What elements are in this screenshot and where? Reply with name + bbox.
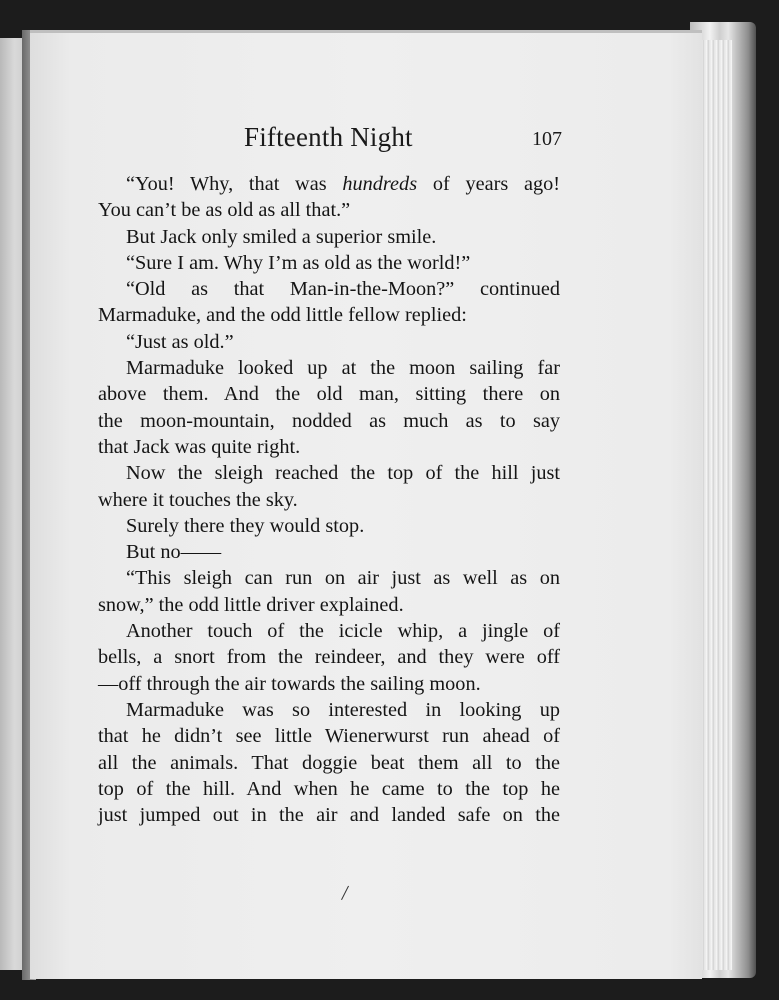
text-line: snow,” the odd little driver explained. (98, 593, 404, 616)
text-line: top of the hill. And when he came to the top he (98, 777, 560, 800)
body-text (98, 171, 560, 828)
text-line: “Just as old.” (126, 330, 234, 353)
text-line: Another touch of the icicle whip, a jingle of (126, 620, 560, 643)
text-line: Marmaduke looked up at the moon sailing far (126, 357, 560, 380)
text-line: above them. And the old man, sitting there on (98, 383, 560, 406)
text-line: But Jack only smiled a superior smile. (126, 225, 437, 248)
running-head (0, 122, 779, 162)
emphasis-word: hundreds (342, 173, 418, 195)
text-line: —off through the air towards the sailing moon. (98, 672, 481, 695)
chapter-title: Fifteenth Night (244, 122, 413, 152)
text-line: You can’t be as old as all that.” (98, 199, 351, 222)
text-line: Marmaduke, and the odd little fellow replied: (98, 304, 467, 327)
text-line: that Jack was quite right. (98, 435, 301, 458)
text-line: bells, a snort from the reindeer, and they were off (98, 646, 560, 669)
text-line: “You! Why, that was hundreds of years ago! (126, 173, 561, 195)
text-line: all the animals. That doggie beat them all to the (98, 751, 560, 774)
text-line: “Old as that Man-in-the-Moon?” continued (126, 278, 560, 301)
text-line: Now the sleigh reached the top of the hill just (126, 462, 560, 485)
text-line: “Sure I am. Why I’m as old as the world!” (126, 251, 471, 274)
text-line: that he didn’t see little Wienerwurst run ahead of (98, 725, 560, 748)
text-line: Marmaduke was so interested in looking up (126, 698, 560, 721)
text-line: Surely there they would stop. (126, 514, 365, 537)
stray-pencil-mark: / (340, 879, 350, 906)
text-line: “This sleigh can run on air just as well as on (126, 567, 560, 590)
text-line: But no—— (126, 541, 222, 564)
text-line: the moon-mountain, nodded as much as to say (98, 409, 560, 432)
page-number: 107 (532, 128, 562, 150)
text-line: just jumped out in the air and landed safe on the (98, 804, 560, 827)
text-line: where it touches the sky. (98, 488, 298, 511)
